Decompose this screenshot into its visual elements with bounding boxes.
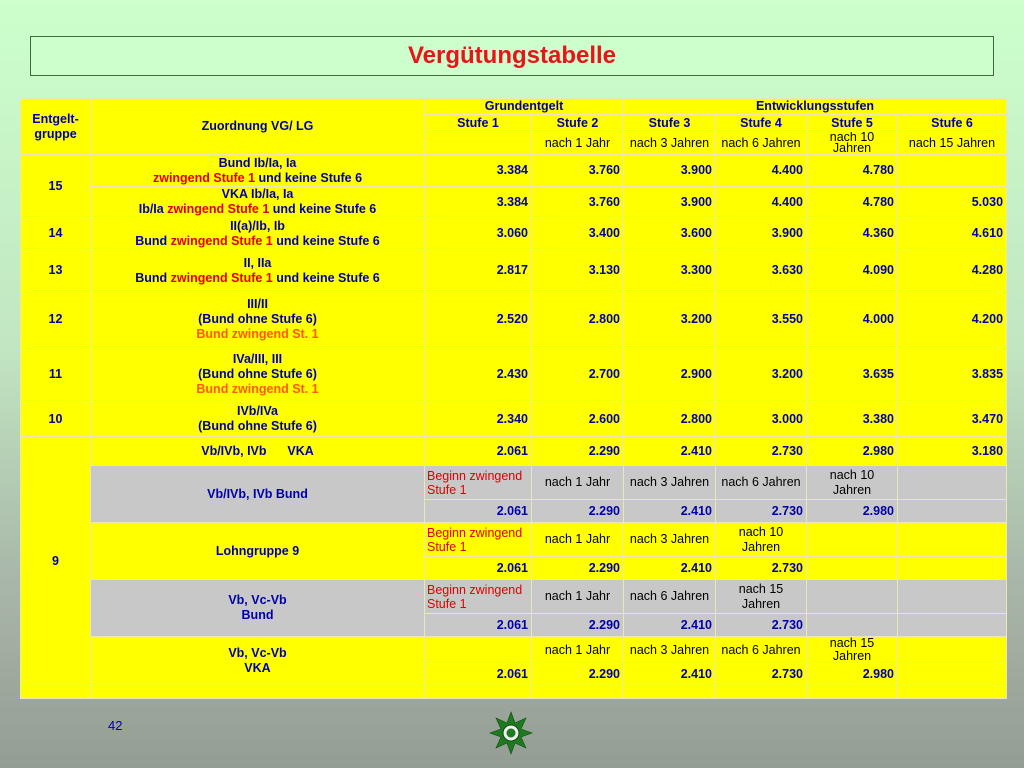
value-cell: 4.780 (807, 155, 898, 187)
time-stufe-1 (425, 132, 532, 155)
assignment-line: Bund (241, 608, 274, 622)
time-cell: nach 1 Jahr (532, 523, 624, 557)
value-cell: 2.800 (624, 402, 716, 437)
assignment-line: Vb, Vc-Vb (228, 593, 287, 607)
value-cell: 3.130 (532, 250, 624, 292)
time-cell: nach 1 Jahr (532, 580, 624, 614)
salary-table (20, 98, 1007, 699)
time-cell: nach 1 Jahr (532, 637, 624, 664)
value-cell: 2.980 (807, 437, 898, 466)
value-cell: 2.700 (532, 348, 624, 402)
value-cell: 4.610 (898, 218, 1007, 250)
value-cell: 2.061 (425, 437, 532, 466)
value-cell (898, 500, 1007, 523)
value-cell: 4.780 (807, 187, 898, 218)
assignment-11 (91, 348, 425, 402)
mandatory-text: zwingend Stufe 1 (170, 270, 273, 285)
group-14: 14 (21, 218, 91, 250)
time-cell (807, 523, 898, 557)
assignment-text: und keine Stufe 6 (255, 170, 363, 185)
time-stufe-5: nach 10 Jahren (807, 132, 898, 155)
value-cell: 3.635 (807, 348, 898, 402)
value-cell: 3.384 (425, 187, 532, 218)
assignment-text: und keine Stufe 6 (269, 202, 377, 216)
value-cell: 3.380 (807, 402, 898, 437)
value-cell: 3.760 (532, 155, 624, 187)
group-12: 12 (21, 292, 91, 348)
assignment-12 (91, 292, 425, 348)
assignment-text: Bund (135, 270, 171, 285)
value-cell: 3.760 (532, 187, 624, 218)
title-box (30, 36, 994, 76)
assignment-9-vb-vka (91, 637, 425, 686)
value-cell: 2.980 (807, 500, 898, 523)
time-cell (807, 580, 898, 614)
value-cell: 3.900 (716, 218, 807, 250)
empty-cell (532, 686, 624, 699)
group-11: 11 (21, 348, 91, 402)
time-cell (898, 523, 1007, 557)
mandatory-note: Bund zwingend St. 1 (196, 327, 319, 341)
assignment-9-vb-bund (91, 580, 425, 637)
time-stufe-3: nach 3 Jahren (624, 132, 716, 155)
page-number: 42 (108, 718, 123, 733)
salary-table-wrap (20, 98, 1006, 696)
time-cell: nach 10 Jahren (716, 523, 807, 557)
value-cell: 3.400 (532, 218, 624, 250)
value-cell: 4.000 (807, 292, 898, 348)
value-cell: 2.900 (624, 348, 716, 402)
header-stufe-4: Stufe 4 (716, 115, 807, 132)
assignment-9-bund: Vb/IVb, IVb Bund (91, 466, 425, 523)
assignment-15-bund (91, 155, 425, 187)
value-cell: 3.630 (716, 250, 807, 292)
value-cell: 2.600 (532, 402, 624, 437)
value-cell: 2.290 (532, 557, 624, 580)
assignment-10 (91, 402, 425, 437)
group-10: 10 (21, 402, 91, 437)
empty-cell (898, 686, 1007, 699)
assignment-line: Vb, Vc-Vb (228, 646, 287, 660)
assignment-15-vka (91, 187, 425, 218)
header-stufe-5: Stufe 5 (807, 115, 898, 132)
assignment-line: II, IIa (243, 255, 272, 270)
value-cell: 3.384 (425, 155, 532, 187)
mandatory-text: zwingend Stufe 1 (170, 233, 273, 248)
value-cell: 2.410 (624, 664, 716, 686)
assignment-line: (Bund ohne Stufe 6) (198, 312, 317, 326)
value-cell: 2.290 (532, 500, 624, 523)
assignment-line: II(a)/Ib, Ib (230, 218, 285, 233)
assignment-text: und keine Stufe 6 (272, 233, 380, 248)
value-cell: 2.520 (425, 292, 532, 348)
value-cell: 2.730 (716, 557, 807, 580)
value-cell: 5.030 (898, 187, 1007, 218)
value-cell: 4.200 (898, 292, 1007, 348)
empty-cell (425, 686, 532, 699)
value-cell: 4.090 (807, 250, 898, 292)
value-cell: 2.290 (532, 437, 624, 466)
value-cell: 3.200 (716, 348, 807, 402)
assignment-line: Bund Ib/Ia, Ia (218, 155, 297, 170)
assignment-13 (91, 250, 425, 292)
mandatory-text: zwingend Stufe 1 (152, 170, 256, 185)
page-title: Vergütungstabelle (407, 42, 617, 69)
time-cell: nach 6 Jahren (624, 580, 716, 614)
value-cell: 2.410 (624, 557, 716, 580)
header-entgeltgruppe: Entgelt-gruppe (21, 99, 91, 155)
time-cell (898, 637, 1007, 664)
value-cell (898, 155, 1007, 187)
value-cell: 3.200 (624, 292, 716, 348)
value-cell: 2.340 (425, 402, 532, 437)
assignment-text: und keine Stufe 6 (272, 270, 380, 285)
value-cell: 2.430 (425, 348, 532, 402)
value-cell: 4.400 (716, 187, 807, 218)
value-cell (807, 557, 898, 580)
group-9: 9 (21, 437, 91, 686)
value-cell: 2.730 (716, 500, 807, 523)
group-15: 15 (21, 155, 91, 218)
time-cell: nach 15 Jahren (716, 580, 807, 614)
assignment-line (93, 234, 422, 249)
value-cell: 3.300 (624, 250, 716, 292)
time-stufe-4: nach 6 Jahren (716, 132, 807, 155)
value-cell: 2.410 (624, 614, 716, 637)
assignment-lohngruppe-9: Lohngruppe 9 (91, 523, 425, 580)
time-cell: nach 6 Jahren (716, 466, 807, 500)
value-cell: 3.835 (898, 348, 1007, 402)
time-cell (425, 637, 532, 664)
value-cell: 2.730 (716, 664, 807, 686)
time-cell: Beginn zwingend Stufe 1 (425, 523, 532, 557)
value-cell: 2.061 (425, 557, 532, 580)
value-cell: 3.180 (898, 437, 1007, 466)
value-cell: 2.061 (425, 664, 532, 686)
time-cell: nach 3 Jahren (624, 523, 716, 557)
assignment-text: Ib/Ia (138, 202, 168, 216)
empty-cell (624, 686, 716, 699)
assignment-line: IVb/IVa (237, 404, 278, 418)
value-cell: 2.817 (425, 250, 532, 292)
mandatory-text: zwingend Stufe 1 (167, 202, 270, 216)
value-cell: 4.360 (807, 218, 898, 250)
time-cell: nach 1 Jahr (532, 466, 624, 500)
value-cell: 2.290 (532, 614, 624, 637)
value-cell: 2.061 (425, 500, 532, 523)
value-cell: 2.410 (624, 500, 716, 523)
time-cell: nach 10 Jahren (807, 466, 898, 500)
assignment-text: Bund (135, 233, 171, 248)
value-cell: 2.980 (807, 664, 898, 686)
value-cell: 3.900 (624, 187, 716, 218)
value-cell (898, 614, 1007, 637)
assignment-line: (Bund ohne Stufe 6) (198, 367, 317, 381)
value-cell: 2.730 (716, 614, 807, 637)
empty-cell (91, 686, 425, 699)
time-cell: Beginn zwingend Stufe 1 (425, 466, 532, 500)
time-cell: nach 15 Jahren (807, 637, 898, 664)
value-cell (898, 557, 1007, 580)
value-cell: 3.600 (624, 218, 716, 250)
value-cell: 3.550 (716, 292, 807, 348)
value-cell: 3.900 (624, 155, 716, 187)
assignment-line (93, 171, 422, 186)
header-entwicklungsstufen: Entwicklungsstufen (624, 99, 1007, 115)
time-cell (898, 580, 1007, 614)
value-cell: 2.800 (532, 292, 624, 348)
value-cell: 2.730 (716, 437, 807, 466)
time-cell: Beginn zwingend Stufe 1 (425, 580, 532, 614)
time-cell: nach 3 Jahren (624, 637, 716, 664)
mandatory-note: Bund zwingend St. 1 (196, 382, 319, 396)
value-cell: 2.290 (532, 664, 624, 686)
time-cell: nach 3 Jahren (624, 466, 716, 500)
assignment-line: (Bund ohne Stufe 6) (198, 419, 317, 433)
header-stufe-6: Stufe 6 (898, 115, 1007, 132)
time-cell: nach 6 Jahren (716, 637, 807, 664)
value-cell (898, 664, 1007, 686)
assignment-line: VKA (244, 661, 271, 675)
value-cell: 3.000 (716, 402, 807, 437)
police-star-emblem-icon (489, 711, 533, 755)
header-zuordnung: Zuordnung VG/ LG (91, 99, 425, 155)
value-cell: 2.061 (425, 614, 532, 637)
header-stufe-2: Stufe 2 (532, 115, 624, 132)
header-stufe-3: Stufe 3 (624, 115, 716, 132)
assignment-line: IVa/III, III (232, 352, 283, 366)
empty-cell (21, 686, 91, 699)
assignment-9-vka: Vb/IVb, IVb VKA (91, 437, 425, 466)
time-cell (898, 466, 1007, 500)
value-cell: 4.280 (898, 250, 1007, 292)
empty-cell (807, 686, 898, 699)
value-cell: 4.400 (716, 155, 807, 187)
time-stufe-2: nach 1 Jahr (532, 132, 624, 155)
assignment-line (93, 271, 422, 286)
value-cell: 2.410 (624, 437, 716, 466)
group-13: 13 (21, 250, 91, 292)
assignment-line: VKA Ib/Ia, Ia (221, 187, 294, 201)
empty-cell (716, 686, 807, 699)
header-grundentgelt: Grundentgelt (425, 99, 624, 115)
value-cell: 3.470 (898, 402, 1007, 437)
value-cell (807, 614, 898, 637)
assignment-line: III/II (247, 297, 268, 311)
assignment-14 (91, 218, 425, 250)
header-stufe-1: Stufe 1 (425, 115, 532, 132)
assignment-line (93, 202, 422, 217)
time-stufe-6: nach 15 Jahren (898, 132, 1007, 155)
value-cell: 3.060 (425, 218, 532, 250)
